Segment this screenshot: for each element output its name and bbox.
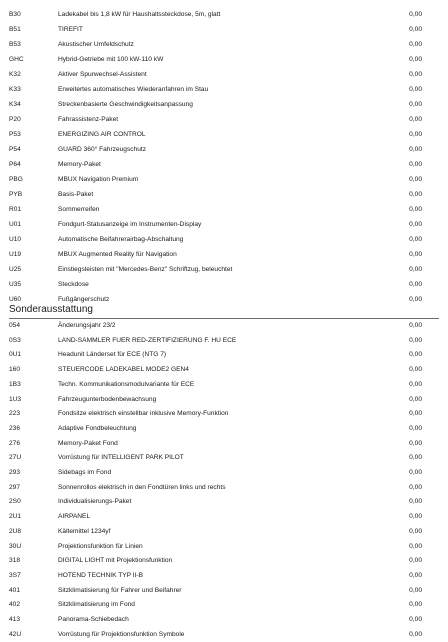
option-code: P53 [9,131,21,138]
equipment-row [0,319,448,334]
option-code: K32 [9,71,21,78]
option-description: Headunit Länderset für ECE (NTG 7) [58,351,167,359]
equipment-row [0,188,448,203]
option-description: Sitzklimatisierung für Fahrer und Beifahrer [58,586,182,594]
option-description: ENERGIZING AIR CONTROL [58,131,146,138]
option-description: Techn. Kommunikationsmodulvariante für ECE [58,380,195,388]
option-description: Fondgurt-Statusanzeige im Instrumenten-Display [58,221,202,228]
option-description: MBUX Augmented Reality für Navigation [58,251,177,258]
option-code: U10 [9,236,22,243]
option-description: GUARD 360° Fahrzeugschutz [58,146,147,153]
equipment-row [0,23,448,38]
option-description: Automatische Beifahrerairbag-Abschaltung [58,236,184,243]
equipment-row [0,233,448,248]
equipment-row [0,613,448,628]
equipment-row [0,263,448,278]
option-code: 297 [9,483,21,491]
equipment-row [0,173,448,188]
option-description: Memory-Paket [58,161,101,168]
option-price: 0,00 [409,266,422,273]
option-price: 0,00 [409,424,422,432]
option-code: PBG [9,176,23,183]
option-price: 0,00 [409,86,422,93]
option-price: 0,00 [409,336,422,344]
option-price: 0,00 [409,146,422,153]
option-price: 0,00 [409,191,422,198]
option-price: 0,00 [409,527,422,535]
option-description: Ladekabel bis 1,8 kW für Haushaltssteckdose, 5m, glatt [58,11,221,18]
option-price: 0,00 [409,351,422,359]
option-code: 0S3 [9,336,21,344]
option-code: 223 [9,410,21,418]
option-price: 0,00 [409,206,422,213]
equipment-row [0,495,448,510]
equipment-row [0,278,448,293]
option-code: 236 [9,424,21,432]
option-code: 2U8 [9,527,22,535]
section-title: Sonderausstattung [9,304,93,315]
option-price: 0,00 [409,131,422,138]
option-code: U01 [9,221,22,228]
equipment-row [0,128,448,143]
option-code: 318 [9,557,21,565]
option-description: TIREFIT [58,26,83,33]
option-price: 0,00 [409,616,422,623]
option-code: B53 [9,41,21,48]
equipment-row [0,466,448,481]
equipment-row [0,393,448,408]
equipment-row [0,38,448,53]
option-price: 0,00 [409,56,422,63]
option-description: Fußgängerschutz [58,296,110,303]
equipment-row [0,363,448,378]
option-price: 0,00 [409,366,422,374]
equipment-row [0,53,448,68]
option-code: U35 [9,281,22,288]
equipment-row [0,569,448,584]
option-description: Sommerreifen [58,206,100,213]
equipment-row [0,437,448,452]
option-price: 0,00 [409,296,422,303]
option-code: 1B3 [9,380,21,388]
option-code: U19 [9,251,22,258]
option-code: B51 [9,26,21,33]
option-description: Streckenbasierte Geschwindigkeitsanpassung [58,101,193,108]
equipment-row [0,584,448,599]
option-price: 0,00 [409,71,422,78]
option-description: Aktiver Spurwechsel-Assistent [58,71,147,78]
option-description: Sidebags im Fond [58,469,112,476]
option-description: Änderungsjahr 23/2 [58,322,116,329]
option-description: Fahrzeugunterbodenbewachsung [58,395,157,403]
option-price: 0,00 [409,439,422,447]
option-price: 0,00 [409,454,422,462]
option-code: 30U [9,542,22,550]
option-price: 0,00 [409,41,422,48]
option-price: 0,00 [409,380,422,388]
option-code: 2U1 [9,513,22,521]
option-price: 0,00 [409,542,422,550]
option-description: Kältemittel 1234yf [58,527,111,535]
option-price: 0,00 [409,161,422,168]
option-code: K34 [9,101,21,108]
option-code: U25 [9,266,22,273]
equipment-row [0,554,448,569]
option-description: AIRPANEL [58,513,91,521]
option-price: 0,00 [409,221,422,228]
equipment-row [0,203,448,218]
option-price: 0,00 [409,116,422,123]
option-price: 0,00 [409,571,422,579]
equipment-row [0,334,448,349]
option-price: 0,00 [409,586,422,594]
option-description: Panorama-Schiebedach [58,616,129,623]
option-code: 413 [9,616,21,623]
option-price: 0,00 [409,410,422,418]
option-code: GHC [9,56,24,63]
option-description: HOTEND TECHNIK TYP II-B [58,571,144,579]
option-price: 0,00 [409,557,422,565]
equipment-row [0,348,448,363]
option-price: 0,00 [409,101,422,108]
option-description: Erweitertes automatisches Wiederanfahren im Stau [58,86,209,93]
equipment-row [0,598,448,613]
option-description: DIGITAL LIGHT mit Projektionsfunktion [58,557,173,565]
equipment-row [0,407,448,422]
option-code: 293 [9,469,21,476]
option-code: PYB [9,191,23,198]
equipment-row [0,83,448,98]
option-price: 0,00 [409,281,422,288]
option-description: Steckdose [58,281,89,288]
equipment-row [0,143,448,158]
option-description: Einstiegsleisten mit "Mercedes-Benz" Schriftzug, beleuchtet [58,266,233,273]
option-code: B30 [9,11,21,18]
option-description: Vorrüstung für INTELLIGENT PARK PILOT [58,454,184,462]
option-description: MBUX Navigation Premium [58,176,139,183]
option-description: LAND-SAMMLER FUER RED-ZERTIFIZIERUNG F. HU ECE [58,336,237,344]
option-code: 402 [9,601,21,609]
option-code: 054 [9,322,21,329]
option-price: 0,00 [409,251,422,258]
option-code: 276 [9,439,21,447]
equipment-row [0,540,448,555]
option-price: 0,00 [409,601,422,609]
option-code: P64 [9,161,21,168]
equipment-row [0,525,448,540]
equipment-row [0,8,448,23]
option-code: 42U [9,630,22,638]
option-description: Hybrid-Getriebe mit 100 kW-110 kW [58,56,164,63]
option-description: Fahrassistenz-Paket [58,116,119,123]
option-price: 0,00 [409,176,422,183]
option-code: 401 [9,586,21,594]
option-code: P54 [9,146,21,153]
option-code: 160 [9,366,21,374]
option-description: Sitzklimatisierung im Fond [58,601,135,609]
equipment-row [0,98,448,113]
option-price: 0,00 [409,498,422,506]
option-description: Adaptive Fondbeleuchtung [58,424,137,432]
option-code: 3S7 [9,571,21,579]
option-description: Memory-Paket Fond [58,439,118,447]
equipment-row [0,422,448,437]
option-code: K33 [9,86,21,93]
option-price: 0,00 [409,513,422,521]
option-description: Akustischer Umfeldschutz [58,41,134,48]
option-description: Fondsitze elektrisch einstellbar inklusive Memory-Funktion [58,410,229,418]
option-code: U60 [9,296,22,303]
option-code: 2S0 [9,498,21,506]
option-code: R01 [9,206,22,213]
equipment-row [0,248,448,263]
option-price: 0,00 [409,395,422,403]
section-heading-sonderausstattung [9,303,439,319]
option-description: Vorrüstung für Projektionsfunktion Symbole [58,630,185,638]
equipment-row [0,158,448,173]
option-code: 27U [9,454,22,462]
equipment-row [0,510,448,525]
option-price: 0,00 [409,630,422,638]
option-description: Projektionsfunktion für Linien [58,542,143,550]
option-code: P20 [9,116,21,123]
option-description: STEUERCODE LADEKABEL MODE2 GEN4 [58,366,189,374]
equipment-row [0,113,448,128]
equipment-row [0,481,448,496]
equipment-row [0,218,448,233]
option-description: Individualisierungs-Paket [58,498,132,506]
option-code: 1U3 [9,395,22,403]
option-description: Basis-Paket [58,191,94,198]
equipment-row [0,68,448,83]
option-price: 0,00 [409,322,422,329]
option-price: 0,00 [409,469,422,476]
option-price: 0,00 [409,26,422,33]
option-description: Sonnenrollos elektrisch in den Fondtüren links und rechts [58,483,226,491]
equipment-row [0,451,448,466]
option-code: 0U1 [9,351,22,359]
option-price: 0,00 [409,236,422,243]
option-price: 0,00 [409,11,422,18]
option-price: 0,00 [409,483,422,491]
equipment-row [0,378,448,393]
